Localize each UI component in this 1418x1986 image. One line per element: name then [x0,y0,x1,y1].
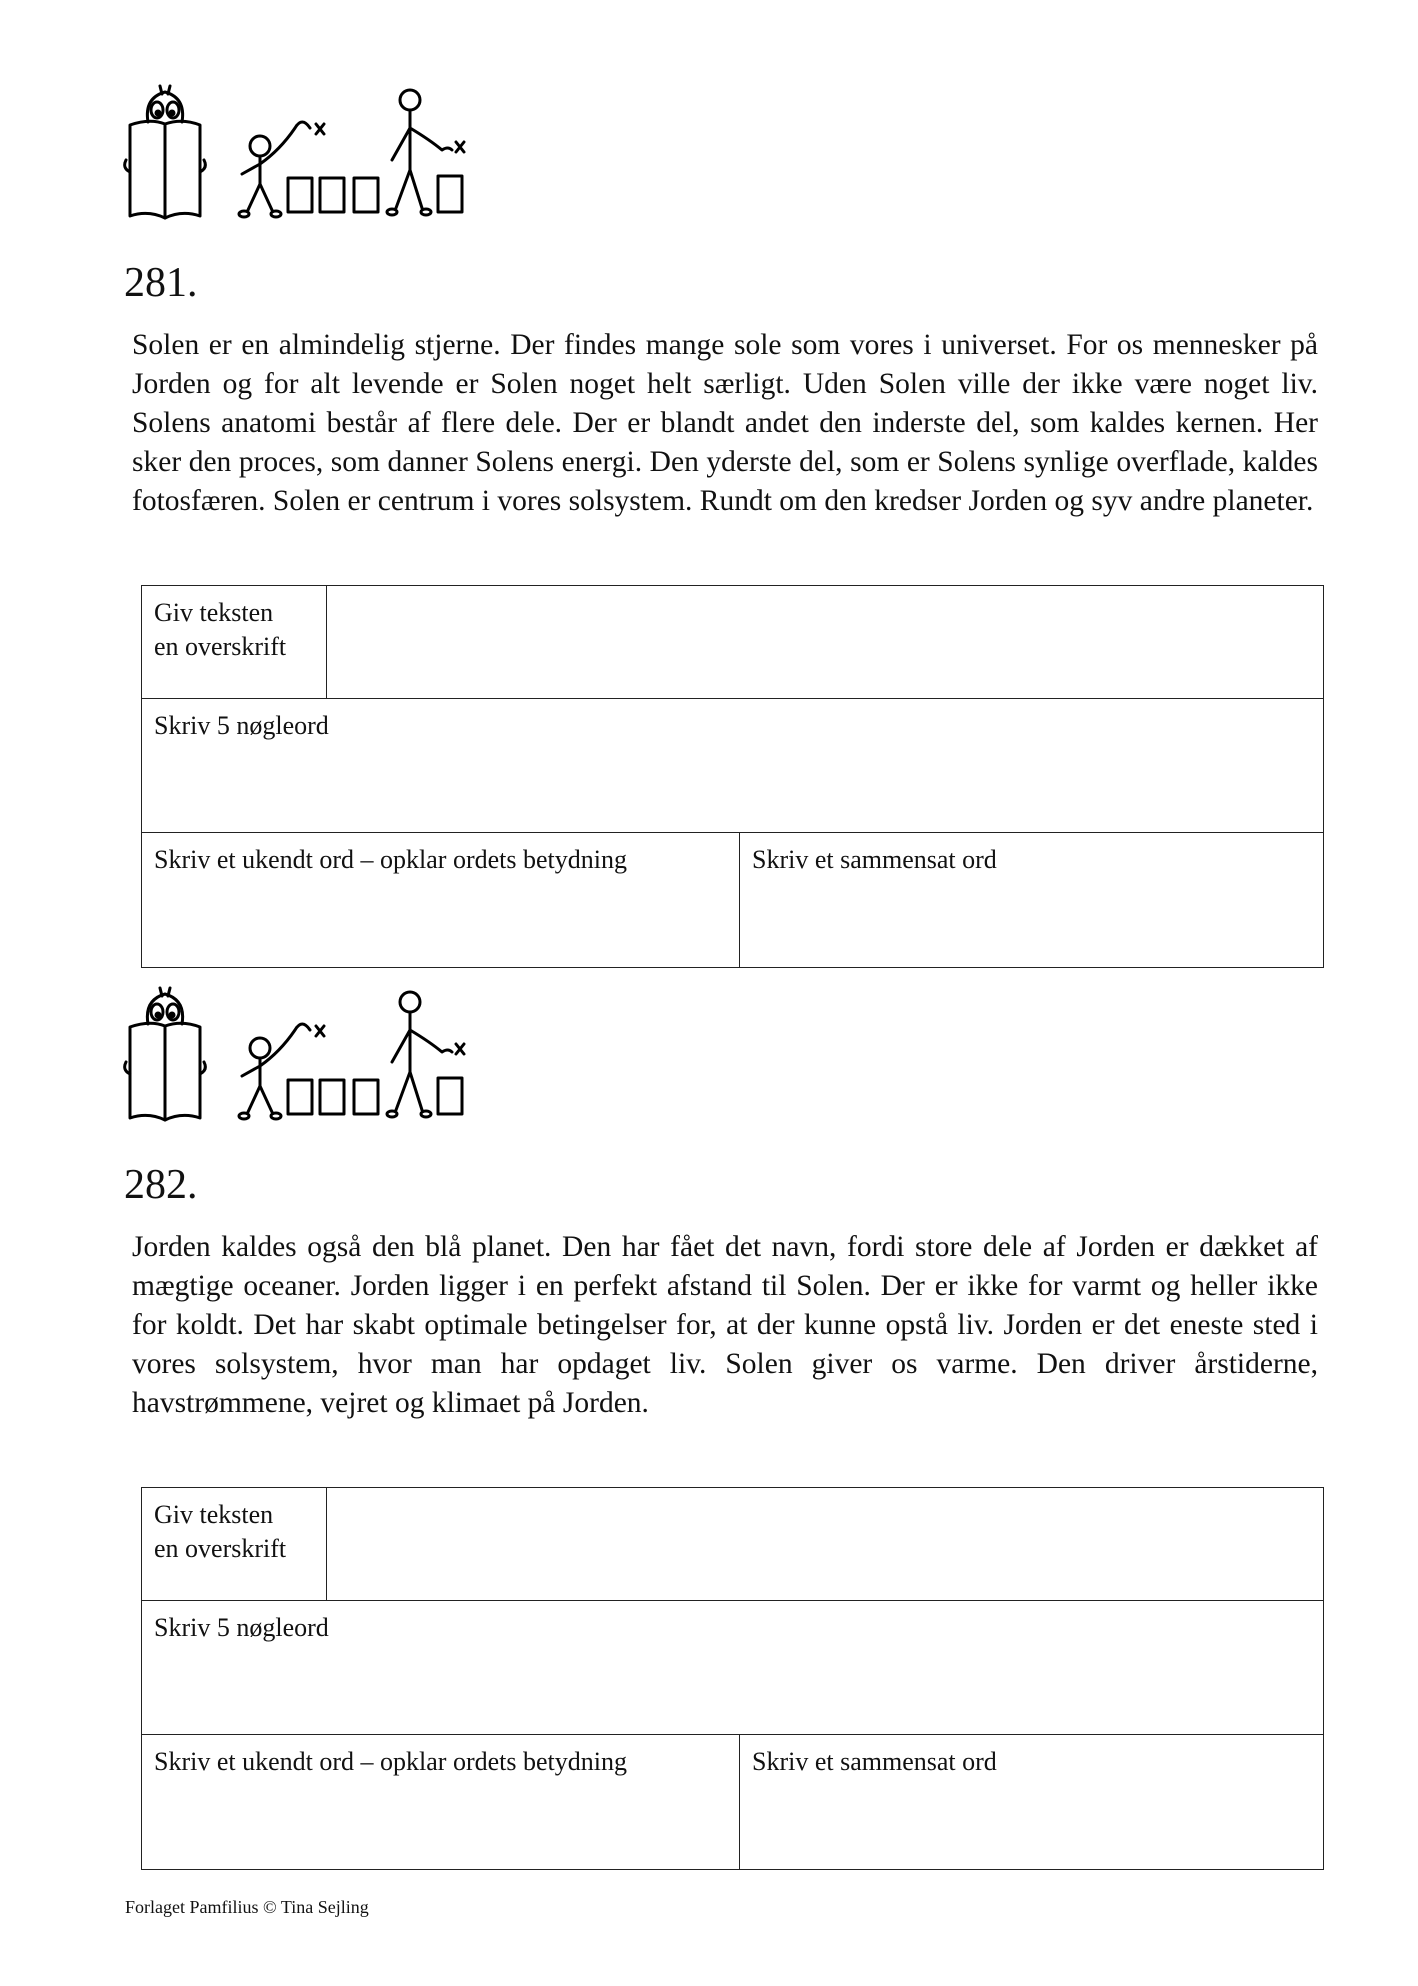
unknown-word-field[interactable] [142,1735,740,1869]
compound-word-field[interactable] [740,833,1323,967]
reading-activity-illustration [120,982,540,1122]
keywords-field[interactable] [142,699,1323,832]
exercise-number: 281. [124,260,198,306]
exercise-number: 282. [124,1162,198,1208]
headline-answer-field[interactable] [327,586,1323,698]
compound-word-field[interactable] [740,1735,1323,1869]
unknown-word-label: Skriv et ukendt ord – opklar ordets betydning [154,845,627,874]
exercise-text: Jorden kaldes også den blå planet. Den har fået det navn, fordi store dele af Jorden er dækket af mægtige oceaner. Jorden ligger i en perfekt afstand til Solen. Der er ikke for varmt og heller ikke for koldt. Det har skabt optimale betingelser for, at der kunne opstå liv. Jorden er det eneste sted i vores solsystem, hvor man har opdaget liv. Solen giver os varme. Den driver årstiderne, havstrømmene, vejret og klimaet på Jorden. [132,1231,1318,1419]
worksheet-table [141,1487,1324,1870]
unknown-word-field[interactable] [142,833,740,967]
keywords-label: Skriv 5 nøgleord [154,711,329,740]
exercise-text: Solen er en almindelig stjerne. Der findes mange sole som vores i universet. For os mennesker på Jorden og for alt levende er Solen noget helt særligt. Uden Solen ville der ikke være noget liv. Solens anatomi består af flere dele. Der er blandt andet den inderste del, som kaldes kernen. Her sker den proces, som danner Solens energi. Den yderste del, som er Solens synlige overflade, kaldes fotosfæren. Solen er centrum i vores solsystem. Rundt om den kredser Jorden og syv andre planeter. [132,329,1318,517]
stick-figures-word-boxes-icon [120,80,540,220]
headline-label-line2: en overskrift [154,632,287,661]
keywords-label: Skriv 5 nøgleord [154,1613,329,1642]
copyright-footer: Forlaget Pamfilius © Tina Sejling [125,1897,369,1917]
headline-label-line1: Giv teksten [154,598,274,627]
headline-label [142,1488,327,1600]
headline-label-line1: Giv teksten [154,1500,274,1529]
reading-activity-illustration [120,80,540,220]
headline-answer-field[interactable] [327,1488,1323,1600]
keywords-field[interactable] [142,1601,1323,1734]
compound-word-label: Skriv et sammensat ord [752,845,997,874]
headline-label-line2: en overskrift [154,1534,287,1563]
compound-word-label: Skriv et sammensat ord [752,1747,997,1776]
headline-label [142,586,327,698]
unknown-word-label: Skriv et ukendt ord – opklar ordets betydning [154,1747,627,1776]
worksheet-table [141,585,1324,968]
stick-figures-word-boxes-icon [120,982,540,1122]
